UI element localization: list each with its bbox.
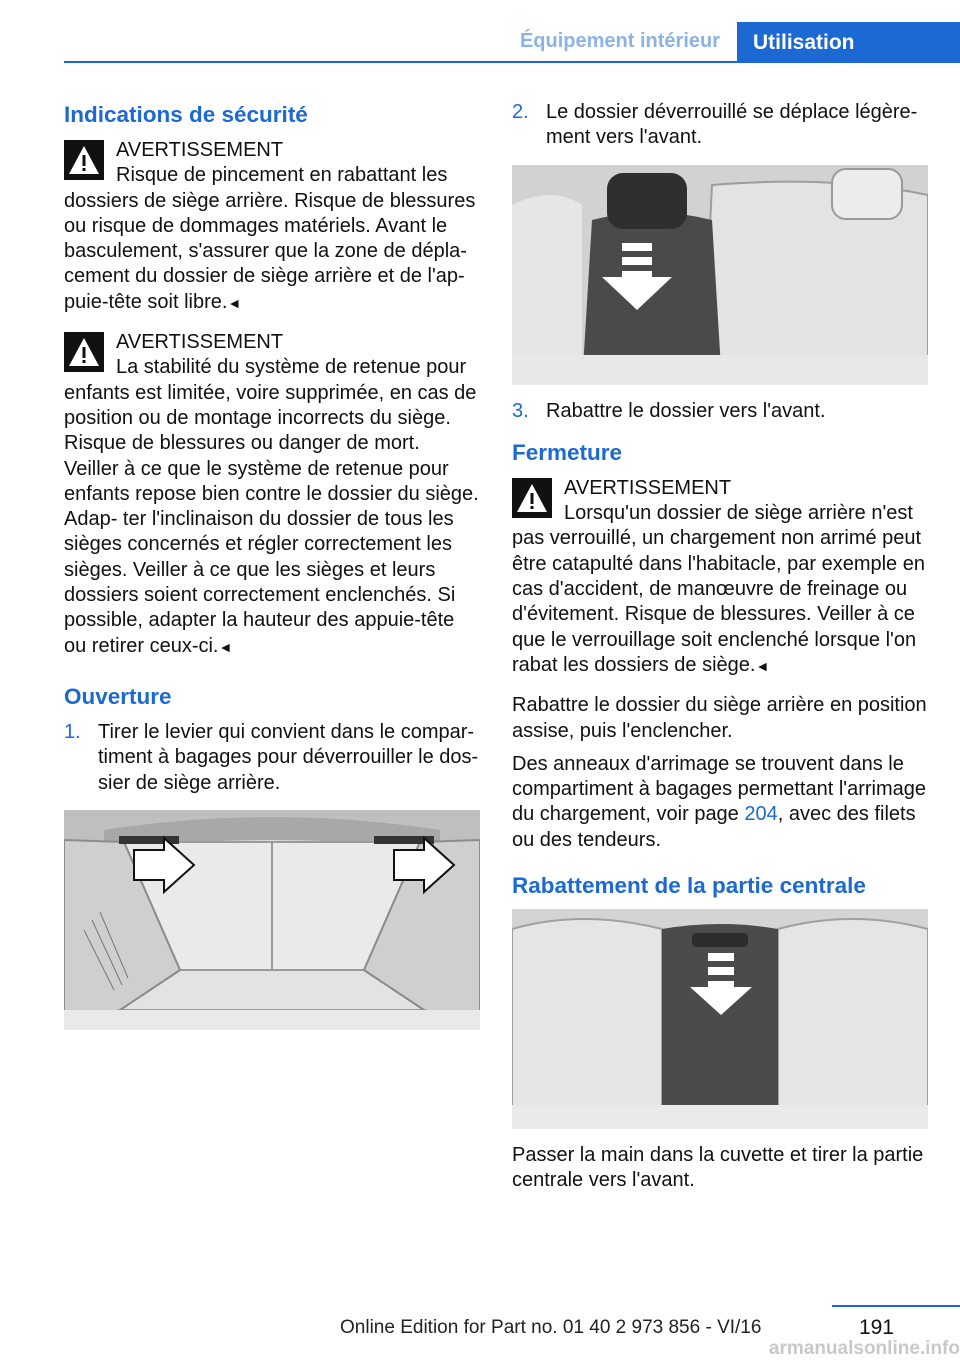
- paragraph-text: Des anneaux d'arrimage se trouvent dans le compartiment à bagages permettant l'arrimage du chargement, voir page: [512, 752, 927, 826]
- warning-intro: Risque de pincement en rabattant les: [116, 164, 448, 187]
- left-column: [64, 100, 479, 1044]
- warning-triangle-icon: [512, 478, 552, 518]
- list-item-step-2: [512, 100, 927, 151]
- heading-safety: Indications de sécurité: [64, 102, 308, 127]
- warning-triangle-icon: [64, 332, 104, 372]
- warning-block-3: [512, 476, 927, 679]
- warning-title: AVERTISSEMENT: [564, 476, 732, 499]
- watermark: armanualsonline.info: [768, 1338, 960, 1359]
- list-item-step-3: [512, 399, 927, 424]
- step-number: 1.: [64, 720, 81, 743]
- paragraph-fold-back: Rabattre le dossier du siège arrière en position assise, puis l'enclencher.: [512, 694, 927, 742]
- footer-rule: [832, 1305, 960, 1307]
- center-section-illustration: [512, 909, 928, 1129]
- paragraph-tie-down: [512, 752, 927, 853]
- step-text: Tirer le levier qui convient dans le compar‐ timent à bagages pour déverrouiller le dos‐ sier de siège arrière.: [98, 720, 479, 794]
- warning-intro: Lorsqu'un dossier de siège arrière n'est: [564, 502, 913, 525]
- warning-header: [64, 138, 479, 189]
- header-rule: [64, 61, 960, 63]
- heading-opening: Ouverture: [64, 683, 172, 709]
- step-number: 2.: [512, 101, 529, 123]
- warning-triangle-icon: [64, 140, 104, 180]
- list-item-step-1: [64, 720, 479, 796]
- warning-text: enfants est limitée, voire supprimée, en cas de position ou de montage incorrects du siège. Risque de blessures ou danger de mort. Veiller à ce que le système de retenue pour enfants repose bien contre le dossier du siège. Adap‐ ter l'inclinaison du dossier de tous les sièges concernés et régler correctement les sièges. Veiller à ce que les sièges et leurs dossiers soient correctement enclenchés. Si possible, adapter la hauteur des appuie-tête ou retirer ceux-ci.: [64, 381, 479, 657]
- paragraph-center-instructions: Passer la main dans la cuvette et tirer la partie centrale vers l'avant.: [512, 1144, 924, 1192]
- warning-header: [512, 476, 927, 527]
- step-text: Rabattre le dossier vers l'avant.: [546, 399, 826, 422]
- warning-text: dossiers de siège arrière. Risque de blessures ou risque de dommages matériels. Avant le basculement, s'assurer que la zone de dépla‐ cement du dossier de siège arrière et de l'ap‐ puie-tête soit libre.: [64, 189, 476, 313]
- right-column: [512, 100, 927, 1202]
- step-number: 3.: [512, 399, 529, 422]
- page-reference-link[interactable]: 204: [744, 803, 778, 826]
- warning-intro: La stabilité du système de retenue pour: [116, 356, 467, 379]
- warning-block-2: [64, 330, 479, 660]
- end-mark-icon: ◄: [755, 657, 770, 674]
- trunk-release-lever-illustration: [64, 810, 480, 1030]
- warning-block-1: [64, 138, 479, 316]
- header-tab-utilisation: Utilisation: [737, 22, 960, 62]
- heading-center-section: Rabattement de la partie centrale: [512, 873, 866, 899]
- warning-header: [64, 330, 479, 381]
- warning-text: pas verrouillé, un chargement non arrimé peut être catapulté dans l'habitacle, par exemple en cas d'accident, de manœuvre de freinage ou d'évitement. Risque de blessures. Veiller à ce que le verrouillage soit enclenché lorsque l'on rabat les dossiers de siège.: [512, 527, 925, 676]
- warning-title: AVERTISSEMENT: [116, 139, 284, 161]
- steps-list-right-2: [512, 399, 927, 424]
- heading-closing: Fermeture: [512, 439, 623, 465]
- steps-list-right: [512, 100, 927, 151]
- backrest-unlocked-illustration: [512, 165, 928, 385]
- steps-list-opening: [64, 720, 479, 796]
- footer-edition: Online Edition for Part no. 01 40 2 973 856 - VI/16: [340, 1317, 762, 1338]
- step-text: Le dossier déverrouillé se déplace légère‐ ment vers l'avant.: [546, 101, 918, 149]
- page-number: 191: [858, 1316, 894, 1339]
- end-mark-icon: ◄: [218, 638, 233, 655]
- paragraph-text: , avec des filets ou des tendeurs.: [512, 803, 916, 851]
- header-section-title: Équipement intérieur: [519, 30, 720, 52]
- warning-title: AVERTISSEMENT: [116, 331, 284, 354]
- end-mark-icon: ◄: [227, 294, 242, 311]
